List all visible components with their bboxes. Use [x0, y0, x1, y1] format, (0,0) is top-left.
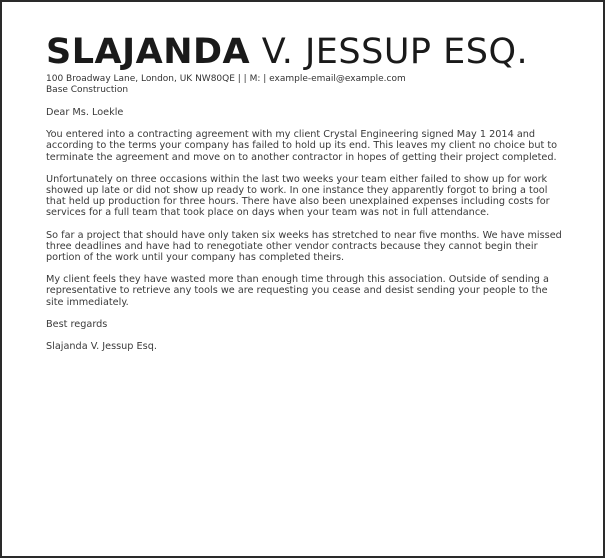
- company-name: Base Construction: [46, 85, 129, 95]
- salutation: Dear Ms. Loekle: [46, 107, 124, 118]
- signature: Slajanda V. Jessup Esq.: [46, 341, 157, 353]
- sender-name-heading: [46, 32, 528, 72]
- closing: Best regards: [46, 318, 108, 330]
- contact-line: 100 Broadway Lane, London, UK NW80QE | | M: | example-email@example.com: [46, 74, 406, 84]
- sender-remaining-name: V. JESSUP ESQ.: [250, 32, 529, 72]
- letter-body: [46, 107, 566, 363]
- paragraph-1: You entered into a contracting agreement with my client Crystal Engineering signed May 1 2014 and according to the terms your company has failed to hold up its end. This leaves my client no choice but to terminate the agreement and move on to another contractor in hopes of getting their project completed.: [46, 129, 558, 163]
- sender-first-name: SLAJANDA: [46, 32, 251, 72]
- paragraph-3: So far a project that should have only taken six weeks has stretched to near five months. We have missed three deadlines and have had to renegotiate other vendor contracts because they cannot begin their portion of the work until your company has completed theirs.: [46, 229, 562, 264]
- paragraph-4: My client feels they have wasted more than enough time through this association. Outside of sending a representative to retrieve any tools we are requesting you cease and desist sending your people to the site immediately.: [46, 274, 549, 308]
- paragraph-2: Unfortunately on three occasions within the last two weeks your team either failed to show up for work showed up late or did not show up ready to work. In one instance they apparently forgot to bring a tool that held up production for three hours. There have also been unexplained expenses including costs for services for a full team that took place on days when your team was not in full attendance.: [46, 173, 550, 219]
